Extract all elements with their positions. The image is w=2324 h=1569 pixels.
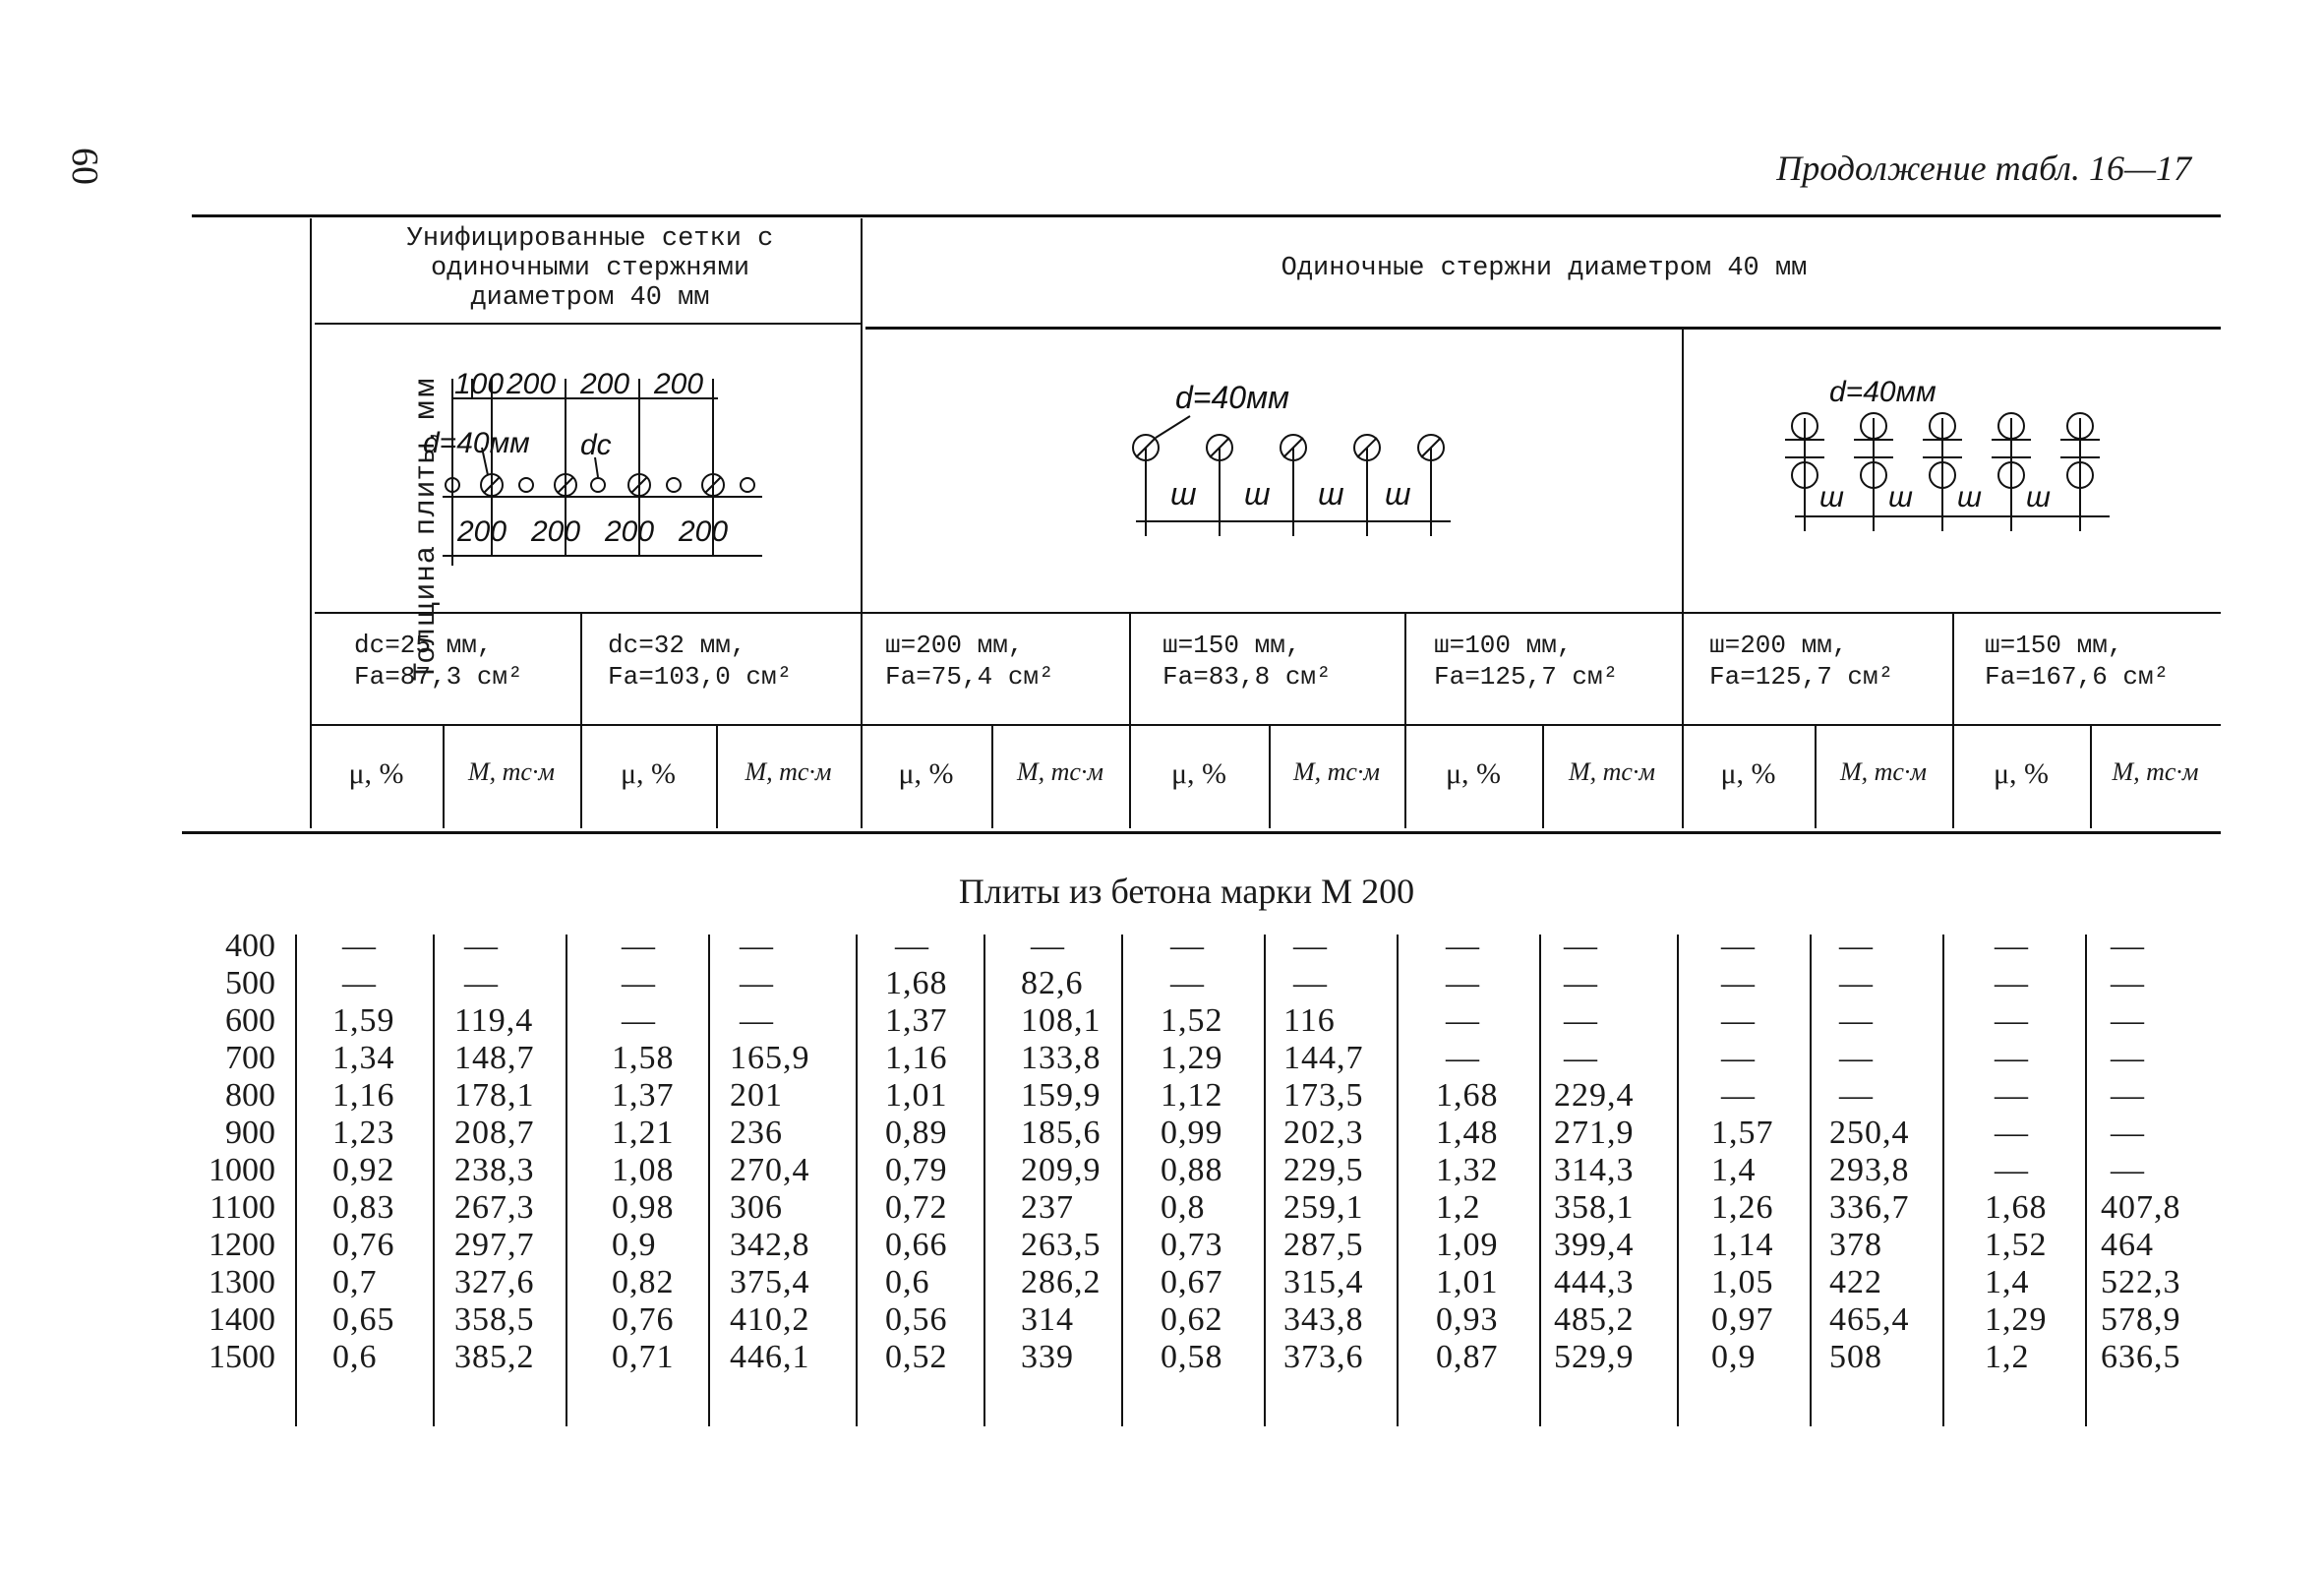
mesh-diagram <box>423 359 816 585</box>
single-spacing: ш <box>1170 476 1197 512</box>
table-cell: 1,68 <box>885 965 948 1001</box>
unit-mu: μ, % <box>620 757 677 790</box>
table-cell: 144,7 <box>1283 1040 1364 1076</box>
thickness-value: 700 <box>225 1040 275 1076</box>
table-cell: 1,14 <box>1711 1227 1774 1263</box>
table-cell: 1,23 <box>332 1115 395 1151</box>
table-cell: 173,5 <box>1283 1077 1364 1114</box>
table-cell: 165,9 <box>730 1040 810 1076</box>
mesh-top-dim: 100 <box>454 368 505 400</box>
header-vline <box>861 218 863 828</box>
table-cell: — <box>622 965 656 1001</box>
table-cell: 1,2 <box>1436 1189 1481 1226</box>
table-cell: 485,2 <box>1554 1301 1635 1338</box>
table-cell: — <box>622 928 656 964</box>
table-cell: 0,52 <box>885 1339 948 1375</box>
table-cell: 578,9 <box>2101 1301 2181 1338</box>
table-cell: — <box>1995 1040 2029 1076</box>
table-cell: — <box>2111 1002 2145 1039</box>
table-cell: 0,58 <box>1161 1339 1223 1375</box>
table-cell: — <box>1839 1040 1874 1076</box>
table-cell: 0,9 <box>1711 1339 1757 1375</box>
param-group: dс=32 мм, Fа=103,0 см² <box>608 631 793 692</box>
table-cell: — <box>740 965 774 1001</box>
body-vline <box>856 935 858 1426</box>
table-cell: 0,88 <box>1161 1152 1223 1188</box>
table-cell: — <box>1564 1040 1598 1076</box>
thickness-value: 800 <box>225 1077 275 1114</box>
section-title: Плиты из бетона марки М 200 <box>958 872 1415 911</box>
body-vline <box>1397 935 1399 1426</box>
single-spacing: ш <box>1244 476 1271 512</box>
unit-moment: M, тс·м <box>1292 757 1381 786</box>
table-cell: 444,3 <box>1554 1264 1635 1300</box>
table-cell: 1,21 <box>612 1115 675 1151</box>
table-cell: 1,48 <box>1436 1115 1499 1151</box>
table-cell: 0,83 <box>332 1189 395 1226</box>
table-cell: 0,93 <box>1436 1301 1499 1338</box>
header-vline <box>310 218 312 828</box>
table-cell: 0,6 <box>885 1264 930 1300</box>
table-cell: 399,4 <box>1554 1227 1635 1263</box>
table-cell: — <box>1995 1115 2029 1151</box>
table-cell: 385,2 <box>454 1339 535 1375</box>
table-cell: 1,2 <box>1985 1339 2030 1375</box>
unit-moment: M, тс·м <box>1568 757 1656 786</box>
table-cell: 0,89 <box>885 1115 948 1151</box>
table-cell: — <box>2111 1152 2145 1188</box>
header-vline <box>580 614 582 828</box>
table-cell: 529,9 <box>1554 1339 1635 1375</box>
thickness-value: 1300 <box>209 1264 275 1300</box>
table-cell: 236 <box>730 1115 783 1151</box>
table-cell: 1,16 <box>332 1077 395 1114</box>
table-cell: — <box>740 928 774 964</box>
mesh-bottom-dim: 200 <box>679 515 729 548</box>
thickness-value: 1000 <box>209 1152 275 1188</box>
double-bars-diagram <box>1780 369 2193 546</box>
double-spacing: ш <box>1888 481 1913 513</box>
table-cell: 0,97 <box>1711 1301 1774 1338</box>
table-cell: — <box>464 928 499 964</box>
table-cell: 0,76 <box>332 1227 395 1263</box>
thickness-value: 400 <box>225 928 275 964</box>
table-cell: 1,37 <box>885 1002 948 1039</box>
table-cell: 522,3 <box>2101 1264 2181 1300</box>
units-top-rule <box>310 724 2221 726</box>
table-top-rule <box>192 214 2221 217</box>
table-cell: — <box>1564 965 1598 1001</box>
group1-divider <box>315 323 861 325</box>
table-cell: — <box>895 928 929 964</box>
thickness-value: 1100 <box>209 1189 275 1226</box>
double-spacing: ш <box>1957 481 1982 513</box>
table-cell: 410,2 <box>730 1301 810 1338</box>
table-cell: 0,62 <box>1161 1301 1223 1338</box>
table-cell: 237 <box>1021 1189 1074 1226</box>
table-cell: — <box>1446 1002 1480 1039</box>
unit-mu: μ, % <box>348 757 404 790</box>
table-cell: 1,08 <box>612 1152 675 1188</box>
table-cell: — <box>1564 928 1598 964</box>
table-cell: 267,3 <box>454 1189 535 1226</box>
param-group: ш=150 мм, Fа=83,8 см² <box>1162 631 1332 692</box>
table-cell: 1,05 <box>1711 1264 1774 1300</box>
table-cell: 358,5 <box>454 1301 535 1338</box>
table-cell: — <box>464 965 499 1001</box>
mesh-bottom-dim: 200 <box>457 515 507 548</box>
table-cell: 422 <box>1829 1264 1882 1300</box>
table-cell: 263,5 <box>1021 1227 1102 1263</box>
double-spacing: ш <box>1819 481 1844 513</box>
table-cell: 108,1 <box>1021 1002 1102 1039</box>
unit-moment: M, тс·м <box>2112 757 2199 786</box>
table-cell: 1,16 <box>885 1040 948 1076</box>
table-cell: 375,4 <box>730 1264 810 1300</box>
table-cell: — <box>1995 1152 2029 1188</box>
table-cell: 314 <box>1021 1301 1074 1338</box>
param-group: ш=100 мм, Fа=125,7 см² <box>1434 631 1619 692</box>
mesh-top-dim: 200 <box>654 368 704 400</box>
table-cell: 0,56 <box>885 1301 948 1338</box>
table-cell: — <box>1446 928 1480 964</box>
table-cell: 209,9 <box>1021 1152 1102 1188</box>
double-spacing: ш <box>2026 481 2051 513</box>
table-cell: 287,5 <box>1283 1227 1364 1263</box>
table-cell: 0,76 <box>612 1301 675 1338</box>
unit-mu: μ, % <box>1170 757 1227 790</box>
table-cell: 1,52 <box>1161 1002 1223 1039</box>
table-cell: 0,9 <box>612 1227 657 1263</box>
table-cell: 1,01 <box>885 1077 948 1114</box>
table-cell: 185,6 <box>1021 1115 1102 1151</box>
table-cell: — <box>1721 928 1756 964</box>
table-cell: — <box>1564 1002 1598 1039</box>
table-cell: — <box>2111 965 2145 1001</box>
table-cell: — <box>1170 965 1205 1001</box>
table-cell: 636,5 <box>2101 1339 2181 1375</box>
table-cell: 315,4 <box>1283 1264 1364 1300</box>
table-cell: 464 <box>2101 1227 2154 1263</box>
header-vline <box>1682 330 1684 828</box>
table-cell: 1,4 <box>1711 1152 1757 1188</box>
group2-divider <box>865 327 2221 330</box>
table-cell: 0,71 <box>612 1339 675 1375</box>
table-cell: 116 <box>1283 1002 1336 1039</box>
mesh-top-dim: 200 <box>580 368 630 400</box>
table-cell: 119,4 <box>454 1002 534 1039</box>
table-cell: — <box>1995 965 2029 1001</box>
table-cell: 0,65 <box>332 1301 395 1338</box>
group1-heading: Унифицированные сетки с одиночными стержнями диаметром 40 мм <box>406 224 774 313</box>
table-cell: 208,7 <box>454 1115 535 1151</box>
table-cell: 293,8 <box>1829 1152 1910 1188</box>
single-bars-diagram <box>1121 379 1495 546</box>
table-cell: 327,6 <box>454 1264 535 1300</box>
table-cell: 148,7 <box>454 1040 535 1076</box>
unit-moment: M, тс·м <box>1016 757 1104 786</box>
table-cell: — <box>1839 928 1874 964</box>
body-vline <box>1121 935 1123 1426</box>
table-cell: 0,6 <box>332 1339 378 1375</box>
table-cell: 229,5 <box>1283 1152 1364 1188</box>
unit-moment: M, тс·м <box>467 757 556 786</box>
table-cell: 306 <box>730 1189 783 1226</box>
header-vline <box>1129 614 1131 828</box>
table-cell: 1,01 <box>1436 1264 1499 1300</box>
table-cell: 0,98 <box>612 1189 675 1226</box>
table-cell: 0,87 <box>1436 1339 1499 1375</box>
table-cell: 342,8 <box>730 1227 810 1263</box>
body-vline <box>1539 935 1541 1426</box>
table-cell: 0,67 <box>1161 1264 1223 1300</box>
body-vline <box>708 935 710 1426</box>
header-vline <box>1952 614 1954 828</box>
table-cell: 229,4 <box>1554 1077 1635 1114</box>
table-cell: 378 <box>1829 1227 1882 1263</box>
body-vline <box>983 935 985 1426</box>
table-cell: 0,66 <box>885 1227 948 1263</box>
thickness-value: 500 <box>225 965 275 1001</box>
table-cell: 82,6 <box>1021 965 1084 1001</box>
header-vline <box>1404 614 1406 828</box>
table-cell: — <box>1995 928 2029 964</box>
table-cell: 465,4 <box>1829 1301 1910 1338</box>
table-cell: 1,37 <box>612 1077 675 1114</box>
params-top-rule <box>315 612 2221 614</box>
table-cell: 0,79 <box>885 1152 948 1188</box>
table-cell: — <box>1721 1002 1756 1039</box>
table-cell: 336,7 <box>1829 1189 1910 1226</box>
table-cell: 508 <box>1829 1339 1882 1375</box>
page-number: 60 <box>64 148 105 185</box>
table-cell: 0,99 <box>1161 1115 1223 1151</box>
thickness-value: 1400 <box>209 1301 275 1338</box>
table-cell: 343,8 <box>1283 1301 1364 1338</box>
table-cell: 0,7 <box>332 1264 378 1300</box>
table-cell: 1,59 <box>332 1002 395 1039</box>
double-label-d: d=40мм <box>1829 376 1937 408</box>
table-cell: — <box>1839 965 1874 1001</box>
table-cell: 0,72 <box>885 1189 948 1226</box>
header-bottom-rule <box>182 831 2221 834</box>
table-cell: — <box>2111 928 2145 964</box>
table-cell: 0,92 <box>332 1152 395 1188</box>
body-vline <box>566 935 567 1426</box>
mesh-bottom-dim: 200 <box>605 515 655 548</box>
table-cell: 1,29 <box>1161 1040 1223 1076</box>
body-vline <box>1264 935 1266 1426</box>
table-cell: — <box>1721 1040 1756 1076</box>
body-vline <box>433 935 435 1426</box>
table-cell: 271,9 <box>1554 1115 1635 1151</box>
single-spacing: ш <box>1318 476 1344 512</box>
table-cell: — <box>1446 1040 1480 1076</box>
table-cell: — <box>1721 1077 1756 1114</box>
table-cell: 1,57 <box>1711 1115 1774 1151</box>
table-cell: — <box>2111 1115 2145 1151</box>
table-cell: 286,2 <box>1021 1264 1102 1300</box>
table-cell: 373,6 <box>1283 1339 1364 1375</box>
body-vline <box>2085 935 2087 1426</box>
unit-mu: μ, % <box>898 757 954 790</box>
table-cell: — <box>622 1002 656 1039</box>
table-cell: 358,1 <box>1554 1189 1635 1226</box>
table-cell: — <box>2111 1040 2145 1076</box>
table-cell: — <box>342 965 377 1001</box>
table-cell: — <box>1031 928 1065 964</box>
table-cell: 0,82 <box>612 1264 675 1300</box>
table-cell: 202,3 <box>1283 1115 1364 1151</box>
table-cell: 297,7 <box>454 1227 535 1263</box>
table-cell: 1,68 <box>1985 1189 2048 1226</box>
unit-moment: M, тс·м <box>1839 757 1928 786</box>
table-cell: 1,32 <box>1436 1152 1499 1188</box>
unit-mu: μ, % <box>1720 757 1776 790</box>
unit-mu: μ, % <box>1445 757 1502 790</box>
table-cell: — <box>1995 1077 2029 1114</box>
table-cell: 0,73 <box>1161 1227 1223 1263</box>
table-cell: — <box>2111 1077 2145 1114</box>
mesh-label-d: d=40мм <box>423 427 530 459</box>
unit-moment: M, тс·м <box>745 757 832 786</box>
table-cell: — <box>342 928 377 964</box>
table-cell: 1,34 <box>332 1040 395 1076</box>
table-cell: 1,58 <box>612 1040 675 1076</box>
body-vline <box>295 935 297 1426</box>
body-vline <box>1942 935 1944 1426</box>
table-cell: 1,09 <box>1436 1227 1499 1263</box>
table-cell: — <box>1995 1002 2029 1039</box>
table-cell: 270,4 <box>730 1152 810 1188</box>
body-vline <box>1810 935 1812 1426</box>
table-cell: 1,52 <box>1985 1227 2048 1263</box>
row-label-thickness: Толщина плиты, мм <box>408 375 441 682</box>
table-cell: — <box>1839 1077 1874 1114</box>
table-cell: 1,12 <box>1161 1077 1223 1114</box>
param-group: ш=150 мм, Fа=167,6 см² <box>1985 631 2170 692</box>
table-cell: 1,68 <box>1436 1077 1499 1114</box>
body-vline <box>1677 935 1679 1426</box>
table-cell: 0,8 <box>1161 1189 1206 1226</box>
group2-heading: Одиночные стержни диаметром 40 мм <box>1281 254 1808 283</box>
table-cell: 1,29 <box>1985 1301 2048 1338</box>
table-cell: 339 <box>1021 1339 1074 1375</box>
table-cell: 133,8 <box>1021 1040 1102 1076</box>
thickness-value: 1200 <box>209 1227 275 1263</box>
table-cell: 238,3 <box>454 1152 535 1188</box>
table-cell: 1,4 <box>1985 1264 2030 1300</box>
table-cell: 259,1 <box>1283 1189 1364 1226</box>
mesh-bottom-dim: 200 <box>531 515 581 548</box>
param-group: ш=200 мм, Fа=75,4 см² <box>885 631 1054 692</box>
mesh-label-dc: dc <box>580 429 612 461</box>
unit-mu: μ, % <box>1993 757 2050 790</box>
thickness-value: 900 <box>225 1115 275 1151</box>
table-cell: 407,8 <box>2101 1189 2181 1226</box>
table-cell: — <box>1839 1002 1874 1039</box>
single-label-d: d=40мм <box>1175 380 1289 415</box>
single-spacing: ш <box>1385 476 1411 512</box>
table-cell: — <box>740 1002 774 1039</box>
thickness-value: 600 <box>225 1002 275 1039</box>
table-cell: — <box>1293 928 1328 964</box>
mesh-top-dim: 200 <box>507 368 557 400</box>
table-cell: 446,1 <box>730 1339 810 1375</box>
table-cell: 1,26 <box>1711 1189 1774 1226</box>
table-cell: — <box>1721 965 1756 1001</box>
continuation-caption: Продолжение табл. 16—17 <box>1776 149 2191 188</box>
table-cell: 159,9 <box>1021 1077 1102 1114</box>
table-cell: 250,4 <box>1829 1115 1910 1151</box>
table-cell: 314,3 <box>1554 1152 1635 1188</box>
table-cell: 201 <box>730 1077 783 1114</box>
thickness-value: 1500 <box>209 1339 275 1375</box>
table-cell: 178,1 <box>454 1077 535 1114</box>
param-group: dс=25 мм, Fа=87,3 см² <box>354 631 523 692</box>
param-group: ш=200 мм, Fа=125,7 см² <box>1709 631 1894 692</box>
table-cell: — <box>1446 965 1480 1001</box>
table-cell: — <box>1170 928 1205 964</box>
table-cell: — <box>1293 965 1328 1001</box>
